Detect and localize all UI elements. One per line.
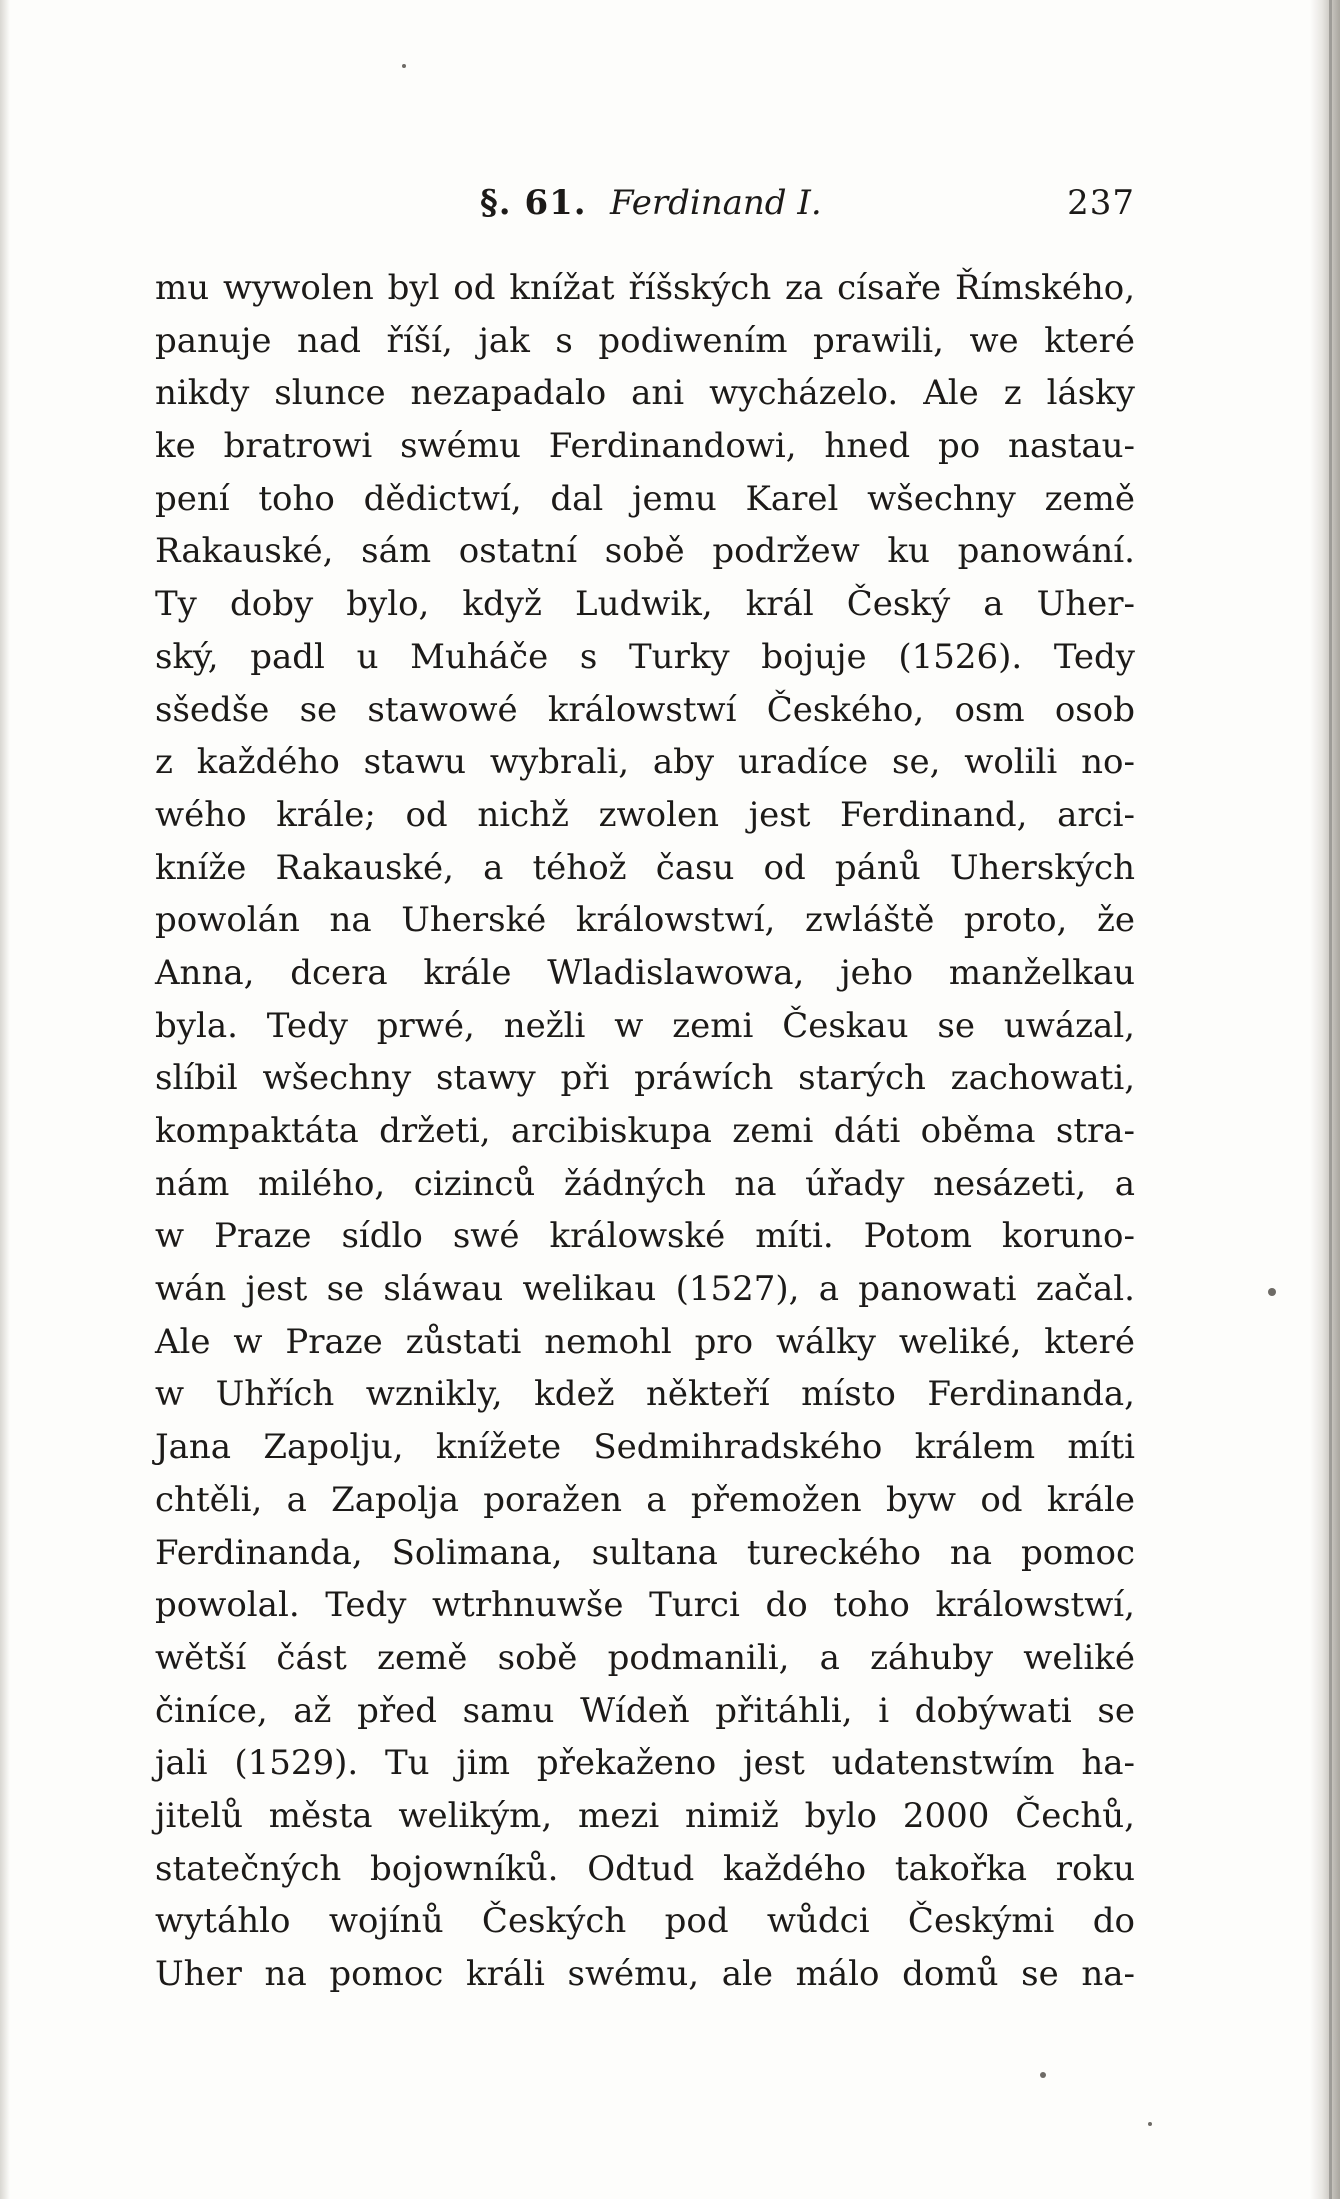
text-line: ke bratrowi swému Ferdinandowi, hned po nastau- <box>155 426 1135 467</box>
text-line: pení toho dědictwí, dal jemu Karel wšechny země <box>155 478 1135 519</box>
text-line: wytáhlo wojínů Českých pod wůdci Českými do <box>155 1901 1135 1942</box>
page-number: 237 <box>1067 183 1135 223</box>
text-line: nám milého, cizinců žádných na úřady nesázeti, a <box>155 1163 1135 1204</box>
text-line: jitelů města welikým, mezi nimiž bylo 2000 Čechů, <box>155 1795 1135 1836</box>
body-text <box>155 262 1135 2001</box>
text-line: powolal. Tedy wtrhnuwše Turci do toho králowstwí, <box>155 1585 1135 1626</box>
section-number: §. 61. <box>480 183 587 223</box>
paper-speck <box>402 64 406 68</box>
text-line: statečných bojowníků. Odtud každého takořka roku <box>155 1848 1135 1889</box>
paper-speck <box>1148 2122 1152 2126</box>
text-line: wětší část země sobě podmanili, a záhuby weliké <box>155 1637 1135 1678</box>
text-line: Anna, dcera krále Wladislawowa, jeho manželkau <box>155 952 1135 993</box>
text-line: w Praze sídlo swé králowské míti. Potom koruno- <box>155 1216 1135 1257</box>
paper-speck <box>1040 2072 1046 2078</box>
text-line: wého krále; od nichž zwolen jest Ferdinand, arci- <box>155 794 1135 835</box>
page-left-edge <box>0 0 10 2199</box>
text-line: wán jest se sláwau welikau (1527), a panowati začal. <box>155 1269 1135 1310</box>
text-line: z každého stawu wybrali, aby uradíce se, wolili no- <box>155 742 1135 783</box>
running-header <box>155 178 1135 228</box>
paper-speck <box>1268 1288 1276 1296</box>
text-line: w Uhřích wznikly, kdež někteří místo Ferdinanda, <box>155 1374 1135 1415</box>
text-line: Rakauské, sám ostatní sobě podržew ku panowání. <box>155 531 1135 572</box>
text-line: Jana Zapolju, knížete Sedmihradského králem míti <box>155 1427 1135 1468</box>
text-line: Ty doby bylo, když Ludwik, král Český a Uher- <box>155 584 1135 625</box>
text-line: kompaktáta držeti, arcibiskupa zemi dáti oběma stra- <box>155 1111 1135 1151</box>
text-line: chtěli, a Zapolja poražen a přemožen byw od krále <box>155 1479 1135 1520</box>
text-line: sšedše se stawowé králowstwí Českého, osm osob <box>155 689 1135 730</box>
text-line: Uher na pomoc králi swému, ale málo domů se na- <box>155 1954 1135 1994</box>
text-line: Ale w Praze zůstati nemohl pro wálky weliké, které <box>155 1321 1135 1362</box>
text-line: ský, padl u Muháče s Turky bojuje (1526). Tedy <box>155 636 1135 677</box>
running-title: Ferdinand I. <box>610 183 822 223</box>
text-line: slíbil wšechny stawy při práwích starých zachowati, <box>155 1058 1135 1099</box>
text-line: powolán na Uherské králowstwí, zwláště proto, že <box>155 900 1135 941</box>
page-right-edge <box>1310 0 1340 2199</box>
text-line: jali (1529). Tu jim překaženo jest udatenstwím ha- <box>155 1743 1135 1784</box>
text-line: činíce, až před samu Wídeň přitáhli, i dobýwati se <box>155 1690 1135 1731</box>
page-binding-line <box>1329 0 1332 2199</box>
text-line: panuje nad říší, jak s podiwením prawili, we které <box>155 320 1135 361</box>
text-line: kníže Rakauské, a téhož času od pánů Uherských <box>155 847 1135 888</box>
text-line: mu wywolen byl od knížat říšských za císaře Římského, <box>155 268 1135 308</box>
text-line: Ferdinanda, Solimana, sultana tureckého na pomoc <box>155 1532 1135 1573</box>
text-line: nikdy slunce nezapadalo ani wycházelo. Ale z lásky <box>155 373 1135 414</box>
text-line: byla. Tedy prwé, nežli w zemi Českau se uwázal, <box>155 1005 1135 1046</box>
